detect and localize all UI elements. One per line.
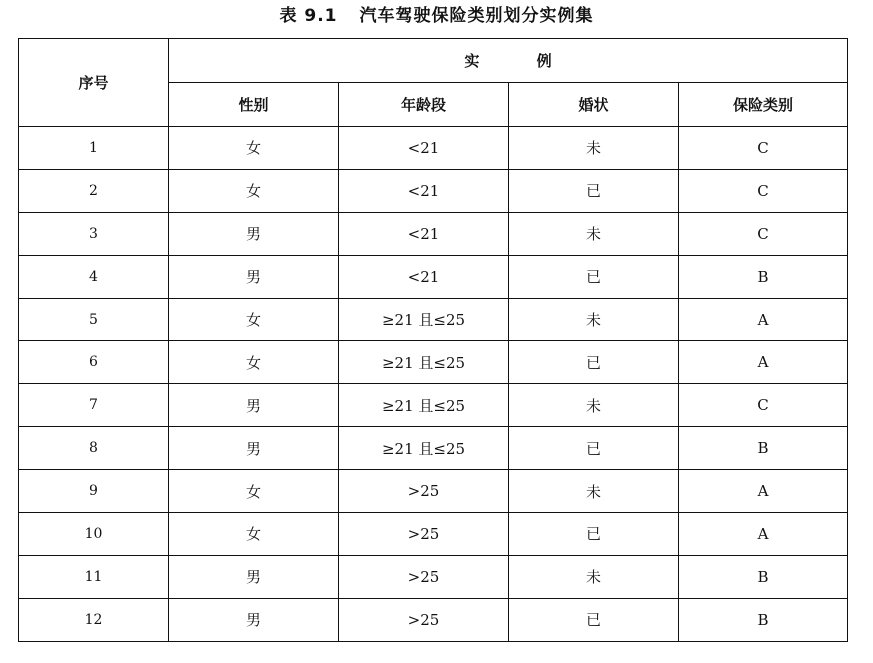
header-gender: 性别 — [169, 83, 339, 127]
table-row — [19, 427, 848, 470]
table-row — [19, 127, 848, 170]
cell-marital-status: 已 — [509, 598, 679, 641]
cell-insurance-category: A — [679, 341, 848, 384]
cell-gender: 女 — [169, 127, 339, 170]
cell-insurance-category: B — [679, 427, 848, 470]
table-title: 汽车驾驶保险类别划分实例集 — [359, 6, 594, 26]
table-row — [19, 384, 848, 427]
table-row — [19, 470, 848, 513]
cell-marital-status: 已 — [509, 169, 679, 212]
cell-gender: 女 — [169, 298, 339, 341]
table-row — [19, 255, 848, 298]
cell-insurance-category: C — [679, 127, 848, 170]
cell-marital-status: 未 — [509, 470, 679, 513]
header-index: 序号 — [19, 39, 169, 127]
header-age-range: 年龄段 — [339, 83, 509, 127]
insurance-category-table — [18, 38, 848, 642]
cell-marital-status: 未 — [509, 127, 679, 170]
header-row-group — [19, 39, 848, 83]
cell-index: 4 — [19, 255, 169, 298]
cell-marital-status: 已 — [509, 427, 679, 470]
cell-age-range: ≥21 且≤25 — [339, 427, 509, 470]
cell-gender: 女 — [169, 341, 339, 384]
cell-insurance-category: B — [679, 598, 848, 641]
cell-marital-status: 未 — [509, 212, 679, 255]
cell-marital-status: 未 — [509, 298, 679, 341]
cell-age-range: >25 — [339, 598, 509, 641]
cell-index: 11 — [19, 555, 169, 598]
cell-age-range: <21 — [339, 127, 509, 170]
cell-index: 5 — [19, 298, 169, 341]
cell-insurance-category: C — [679, 384, 848, 427]
cell-index: 12 — [19, 598, 169, 641]
cell-marital-status: 已 — [509, 255, 679, 298]
cell-age-range: ≥21 且≤25 — [339, 341, 509, 384]
cell-index: 2 — [19, 169, 169, 212]
table-row — [19, 341, 848, 384]
header-marital-status: 婚状 — [509, 83, 679, 127]
cell-insurance-category: B — [679, 555, 848, 598]
cell-gender: 女 — [169, 513, 339, 556]
table-row — [19, 169, 848, 212]
cell-marital-status: 未 — [509, 555, 679, 598]
cell-insurance-category: C — [679, 212, 848, 255]
cell-insurance-category: B — [679, 255, 848, 298]
cell-marital-status: 未 — [509, 384, 679, 427]
table-body — [19, 127, 848, 642]
cell-gender: 男 — [169, 427, 339, 470]
cell-age-range: <21 — [339, 212, 509, 255]
table-row — [19, 298, 848, 341]
cell-marital-status: 已 — [509, 341, 679, 384]
cell-insurance-category: A — [679, 513, 848, 556]
cell-index: 8 — [19, 427, 169, 470]
table-row — [19, 513, 848, 556]
table-number: 表 9.1 — [279, 6, 338, 26]
cell-age-range: <21 — [339, 255, 509, 298]
cell-index: 1 — [19, 127, 169, 170]
cell-insurance-category: A — [679, 470, 848, 513]
cell-age-range: >25 — [339, 513, 509, 556]
cell-gender: 男 — [169, 212, 339, 255]
cell-index: 3 — [19, 212, 169, 255]
header-group-examples: 实 例 — [169, 39, 848, 83]
cell-insurance-category: C — [679, 169, 848, 212]
table-row — [19, 555, 848, 598]
cell-age-range: ≥21 且≤25 — [339, 298, 509, 341]
cell-gender: 男 — [169, 255, 339, 298]
table-row — [19, 212, 848, 255]
cell-age-range: ≥21 且≤25 — [339, 384, 509, 427]
cell-gender: 女 — [169, 470, 339, 513]
cell-age-range: >25 — [339, 555, 509, 598]
cell-age-range: <21 — [339, 169, 509, 212]
cell-gender: 女 — [169, 169, 339, 212]
cell-gender: 男 — [169, 598, 339, 641]
table-caption — [0, 4, 873, 28]
header-insurance-category: 保险类别 — [679, 83, 848, 127]
cell-age-range: >25 — [339, 470, 509, 513]
table-row — [19, 598, 848, 641]
cell-index: 6 — [19, 341, 169, 384]
cell-gender: 男 — [169, 384, 339, 427]
cell-index: 10 — [19, 513, 169, 556]
cell-index: 9 — [19, 470, 169, 513]
cell-marital-status: 已 — [509, 513, 679, 556]
cell-insurance-category: A — [679, 298, 848, 341]
cell-gender: 男 — [169, 555, 339, 598]
cell-index: 7 — [19, 384, 169, 427]
